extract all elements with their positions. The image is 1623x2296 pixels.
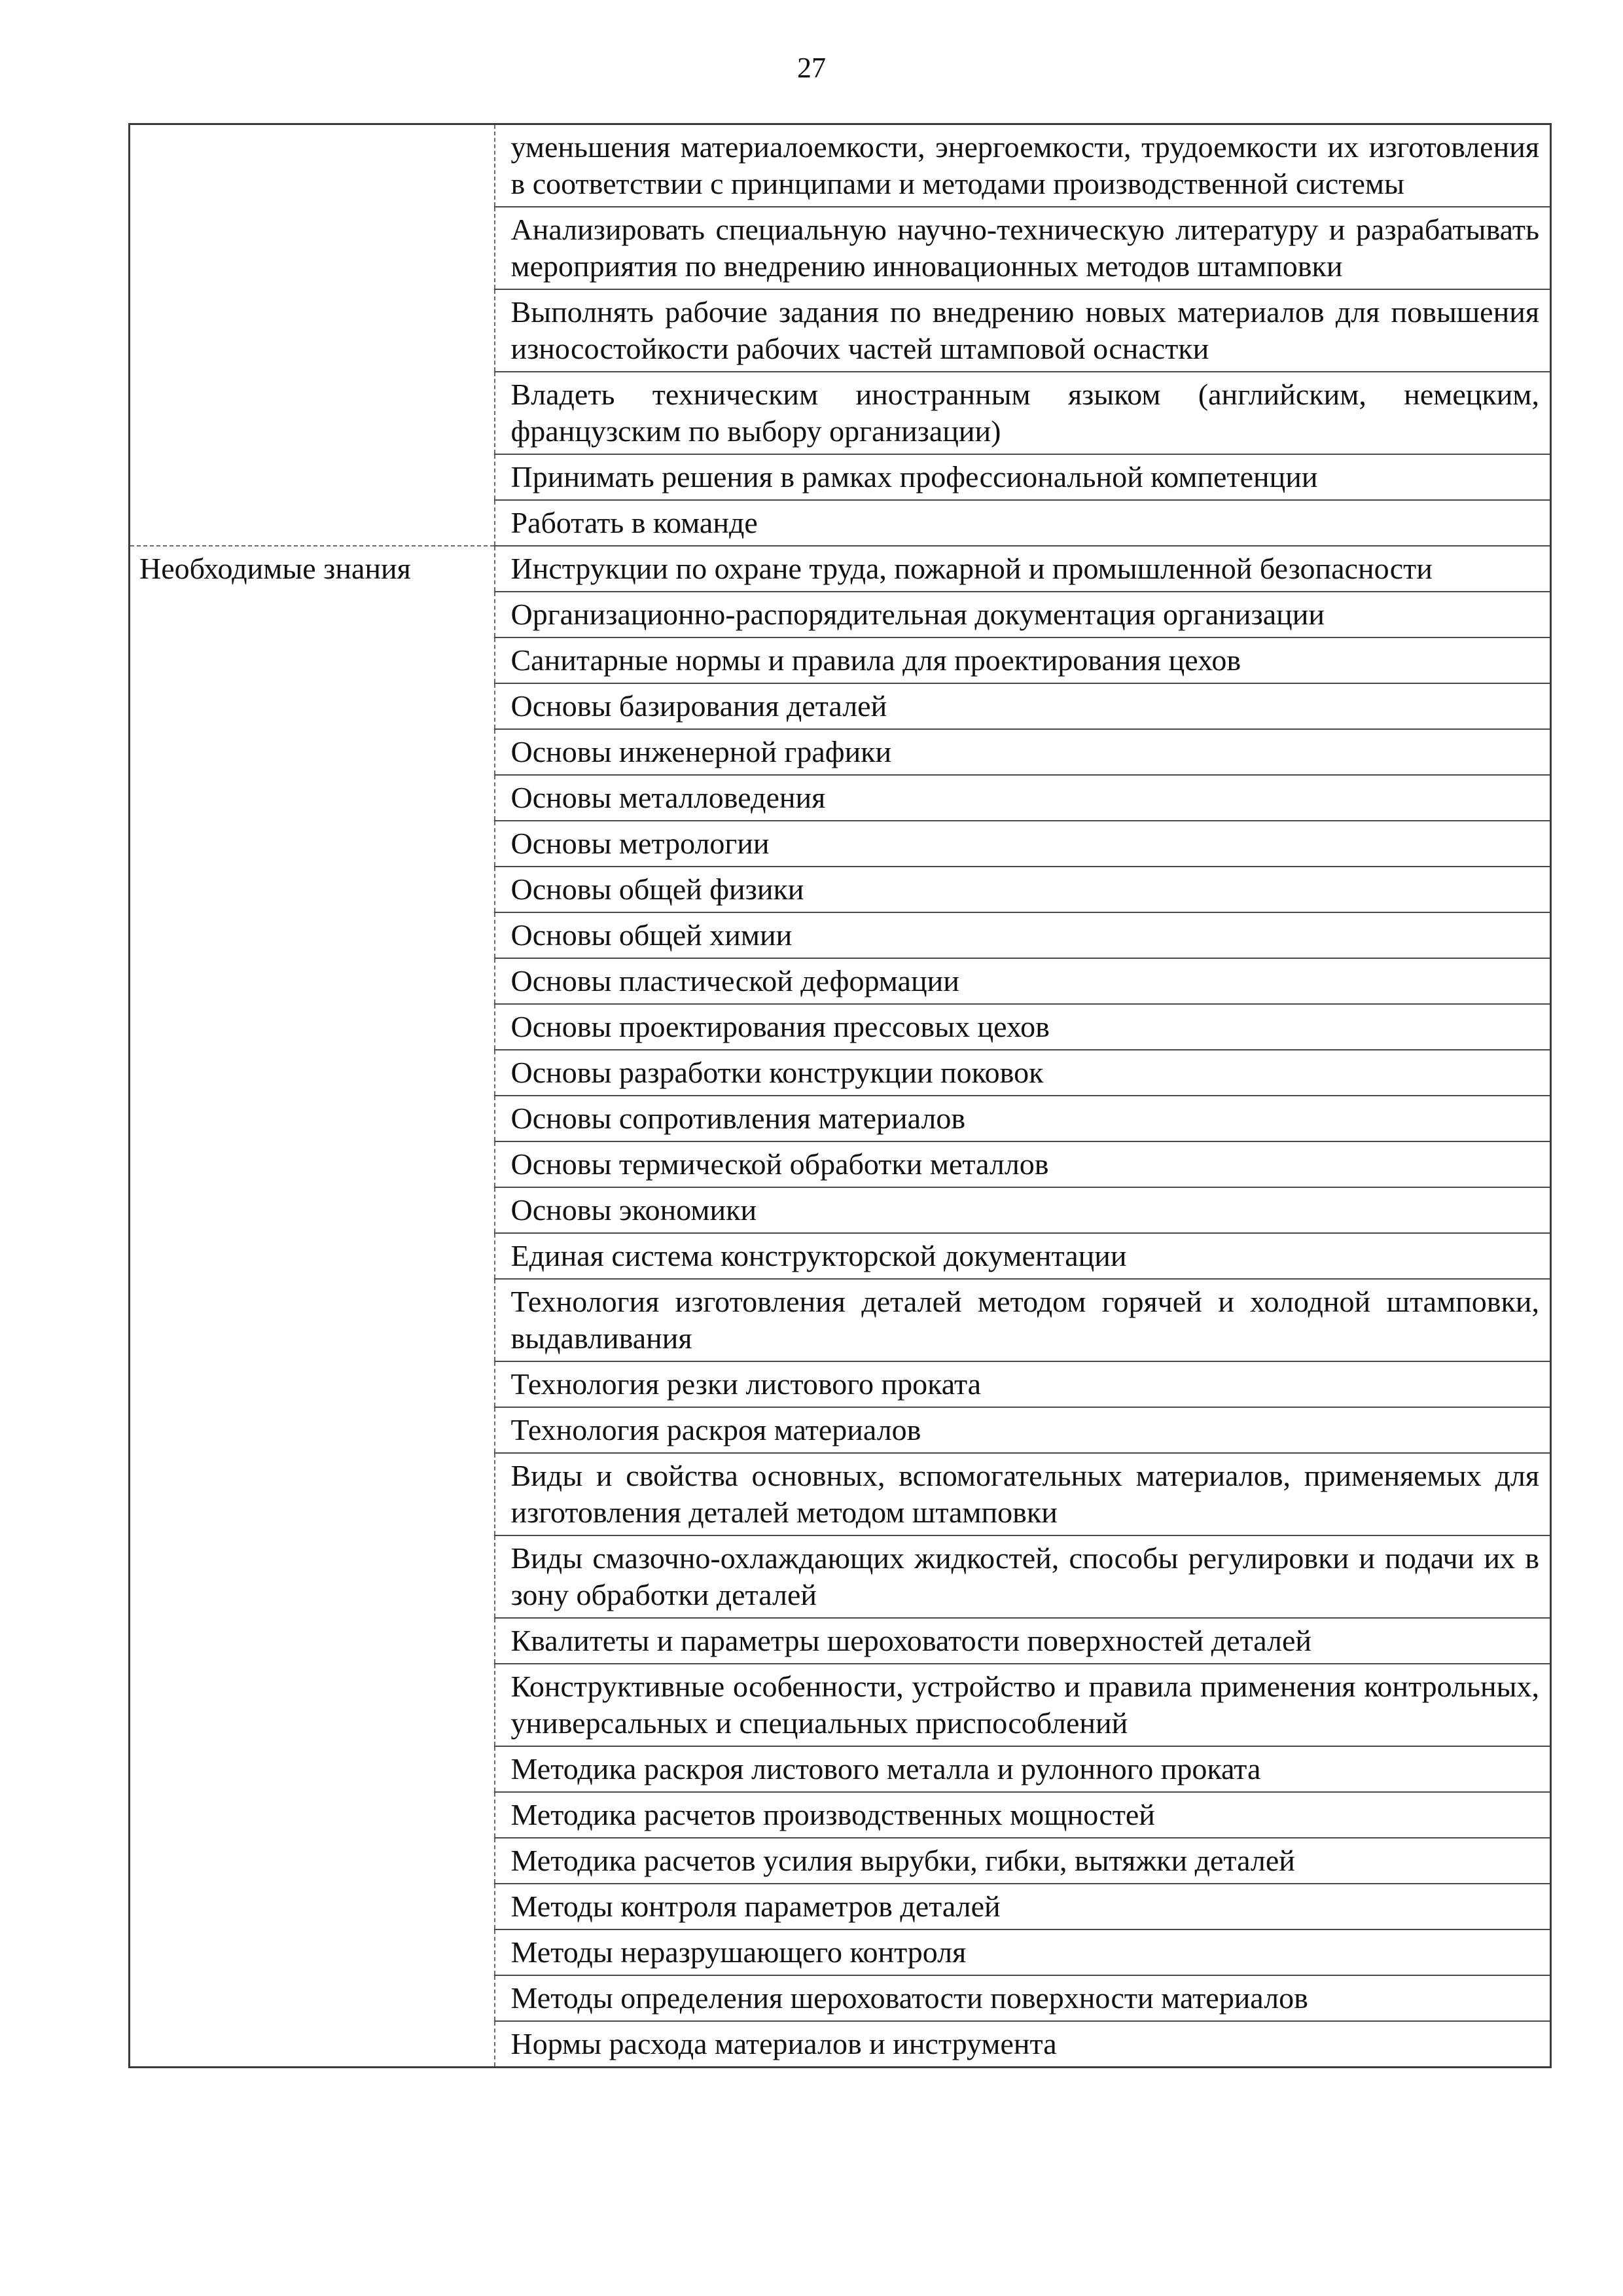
knowledge-item: Основы разработки конструкции поковок bbox=[495, 1050, 1551, 1096]
knowledge-item: Методика расчетов усилия вырубки, гибки, вытяжки деталей bbox=[495, 1838, 1551, 1884]
knowledge-item: Основы пластической деформации bbox=[495, 958, 1551, 1004]
skill-item: Владеть техническим иностранным языком (английским, немецким, французским по выбору организации) bbox=[495, 372, 1551, 454]
knowledge-item: Технология резки листового проката bbox=[495, 1361, 1551, 1407]
skill-item: Выполнять рабочие задания по внедрению новых материалов для повышения износостойкости рабочих частей штамповой оснастки bbox=[495, 289, 1551, 372]
skill-row bbox=[130, 124, 1551, 207]
knowledge-item: Квалитеты и параметры шероховатости поверхностей деталей bbox=[495, 1618, 1551, 1664]
knowledge-item: Основы экономики bbox=[495, 1187, 1551, 1233]
skill-item: уменьшения материалоемкости, энергоемкости, трудоемкости их изготовления в соответствии с принципами и методами производственной системы bbox=[495, 124, 1551, 207]
knowledge-item: Основы сопротивления материалов bbox=[495, 1096, 1551, 1141]
skill-item: Работать в команде bbox=[495, 500, 1551, 546]
knowledge-item: Методика расчетов производственных мощностей bbox=[495, 1792, 1551, 1838]
requirements-table bbox=[128, 123, 1552, 2068]
knowledge-item: Основы общей химии bbox=[495, 912, 1551, 958]
skill-item: Принимать решения в рамках профессиональной компетенции bbox=[495, 454, 1551, 500]
knowledge-item: Санитарные нормы и правила для проектирования цехов bbox=[495, 637, 1551, 683]
knowledge-item: Виды и свойства основных, вспомогательных материалов, применяемых для изготовления деталей методом штамповки bbox=[495, 1453, 1551, 1535]
page-number: 27 bbox=[797, 52, 826, 84]
knowledge-label: Необходимые знания bbox=[130, 546, 495, 2068]
knowledge-item: Основы термической обработки металлов bbox=[495, 1141, 1551, 1187]
knowledge-item: Методика раскроя листового металла и рулонного проката bbox=[495, 1746, 1551, 1792]
knowledge-item: Основы инженерной графики bbox=[495, 729, 1551, 775]
knowledge-item: Организационно-распорядительная документация организации bbox=[495, 592, 1551, 637]
knowledge-item: Виды смазочно-охлаждающих жидкостей, способы регулировки и подачи их в зону обработки деталей bbox=[495, 1535, 1551, 1618]
knowledge-row bbox=[130, 546, 1551, 592]
knowledge-item: Методы неразрушающего контроля bbox=[495, 1929, 1551, 1975]
knowledge-item: Технология раскроя материалов bbox=[495, 1407, 1551, 1453]
knowledge-item: Основы проектирования прессовых цехов bbox=[495, 1004, 1551, 1050]
knowledge-item: Технология изготовления деталей методом горячей и холодной штамповки, выдавливания bbox=[495, 1279, 1551, 1361]
knowledge-item: Конструктивные особенности, устройство и правила применения контрольных, универсальных и специальных приспособлений bbox=[495, 1664, 1551, 1746]
knowledge-item: Методы контроля параметров деталей bbox=[495, 1884, 1551, 1929]
knowledge-item: Единая система конструкторской документации bbox=[495, 1233, 1551, 1279]
knowledge-item: Основы базирования деталей bbox=[495, 683, 1551, 729]
knowledge-item: Основы общей физики bbox=[495, 867, 1551, 912]
knowledge-item: Основы металловедения bbox=[495, 775, 1551, 821]
knowledge-item: Инструкции по охране труда, пожарной и промышленной безопасности bbox=[495, 546, 1551, 592]
knowledge-item: Нормы расхода материалов и инструмента bbox=[510, 2027, 1057, 2060]
skills-label-cell bbox=[130, 124, 495, 547]
skill-item: Анализировать специальную научно-техническую литературу и разрабатывать мероприятия по внедрению инновационных методов штамповки bbox=[495, 207, 1551, 289]
knowledge-item: Основы метрологии bbox=[495, 821, 1551, 867]
requirements-table-body bbox=[130, 124, 1551, 2068]
knowledge-item: Методы определения шероховатости поверхности материалов bbox=[495, 1975, 1551, 2021]
